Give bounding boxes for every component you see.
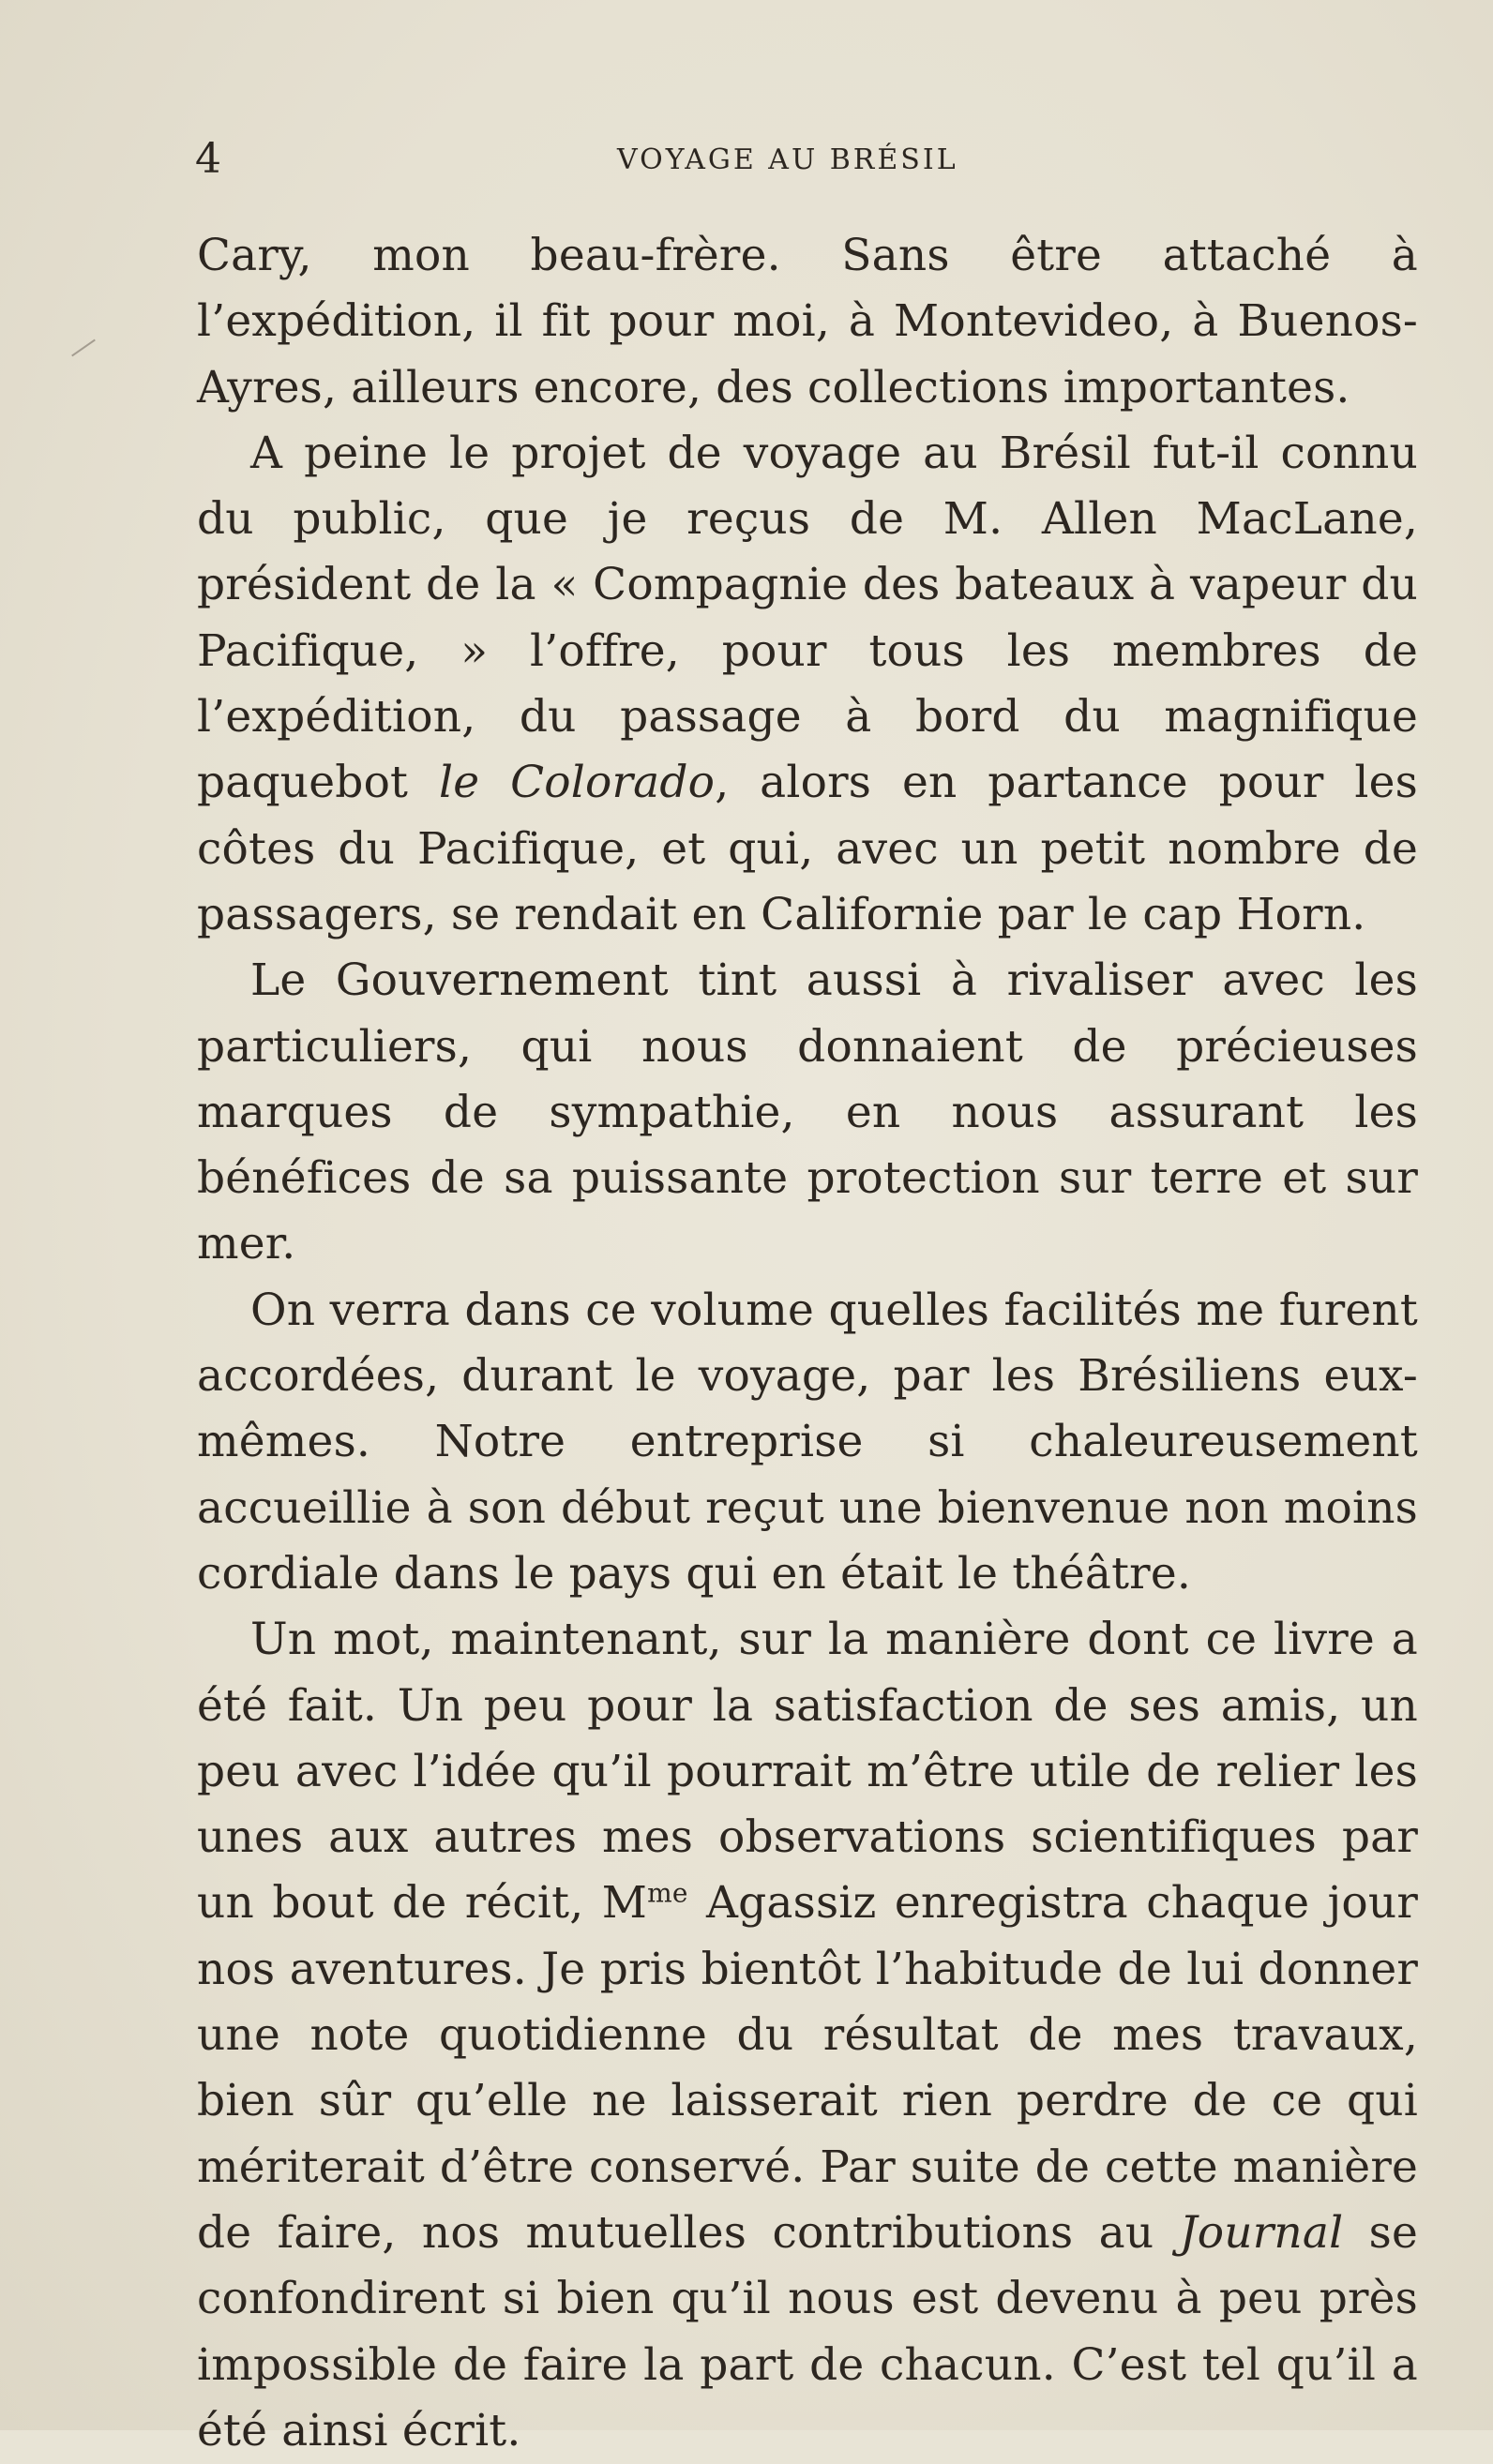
margin-pencil-mark [71, 339, 96, 357]
paragraph-text: Cary, mon beau-frère. Sans être attaché à l’expédition, il fit pour moi, à Montevideo, à Buenos-Ayres, ailleurs encore, des collections importantes. [197, 230, 1418, 413]
paragraph-1 [197, 223, 1418, 421]
superscript-me: me [647, 1877, 688, 1909]
paragraph-4 [197, 1278, 1418, 1607]
paragraph-text: se confondirent si bien qu’il nous est devenu à peu près impossible de faire la part de chacun. C’est tel qu’il a été ainsi écrit. [197, 2206, 1418, 2456]
paragraph-text: Agassiz enregistra chaque jour nos aventures. Je pris bientôt l’habitude de lui donner une note quotidienne du résultat de mes travaux, bien sûr qu’elle ne laisserait rien perdre de ce qui mériterait d’être conservé. Par suite de cette manière de faire, nos mutuelles contributions au [197, 1877, 1418, 2259]
paragraph-text: Le Gouvernement tint aussi à rivaliser avec les particuliers, qui nous donnaient de précieuses marques de sympathie, en nous assurant les bénéfices de sa puissante protection sur terre et sur mer. [197, 954, 1418, 1270]
journal-italic: Journal [1179, 2206, 1344, 2259]
page-number: 4 [195, 135, 221, 183]
paragraph-text: Un mot, maintenant, sur la manière dont ce livre a été fait. Un peu pour la satisfaction de ses amis, un peu avec l’idée qu’il pourrait m’être utile de relier les unes aux autres mes observations scientifiques par un bout de récit, M [197, 1614, 1418, 1930]
paragraph-text: A peine le projet de voyage au Brésil fut-il connu du public, que je reçus de M. Allen MacLane, président de la « Compagnie des bateaux à vapeur du Pacifique, » l’offre, pour tous les membres de l’expédition, du passage à bord du magnifique paquebot [197, 427, 1418, 809]
running-title: VOYAGE AU BRÉSIL [617, 143, 958, 176]
ship-name-italic: le Colorado [439, 757, 716, 809]
paragraph-text: On verra dans ce volume quelles facilités me furent accordées, durant le voyage, par les Brésiliens eux-mêmes. Notre entreprise si chaleureusement accueillie à son début reçut une bienvenue non moins cordiale dans le pays qui en était le théâtre. [197, 1284, 1418, 1600]
paragraph-5 [197, 1607, 1418, 2464]
paragraph-3 [197, 948, 1418, 1277]
body-text [197, 223, 1418, 2464]
page-header [195, 135, 1414, 183]
paragraph-text: , alors en partance pour les côtes du Pacifique, et qui, avec un petit nombre de passagers, se rendait en Californie par le cap Horn. [197, 757, 1418, 940]
paragraph-2 [197, 421, 1418, 948]
